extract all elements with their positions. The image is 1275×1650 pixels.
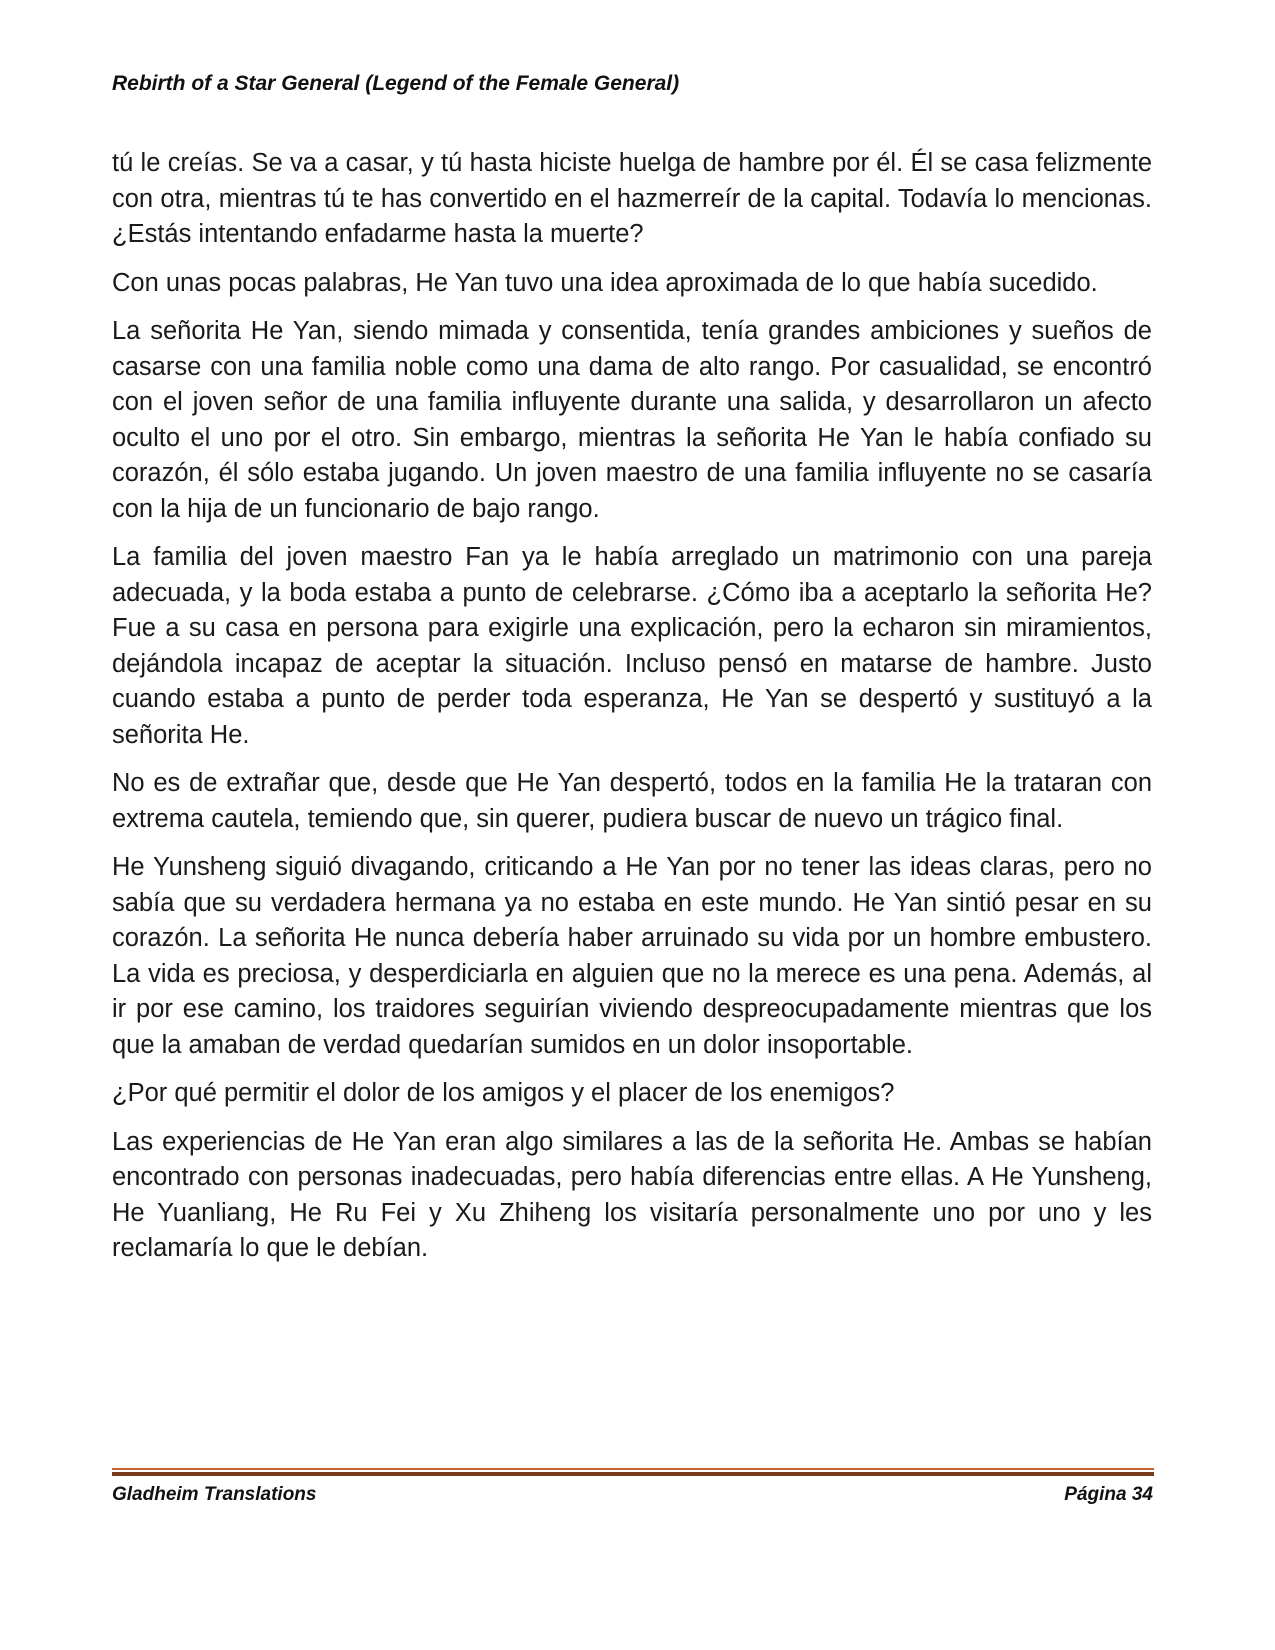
paragraph-5: No es de extrañar que, desde que He Yan despertó, todos en la familia He la trataran con extrema cautela, temiendo que, sin querer, pudiera buscar de nuevo un trágico final. bbox=[112, 769, 1152, 833]
footer-rule-thick bbox=[112, 1472, 1154, 1476]
page-header-title: Rebirth of a Star General (Legend of the Female General) bbox=[112, 72, 680, 95]
paragraph-2: Con unas pocas palabras, He Yan tuvo una idea aproximada de lo que había sucedido. bbox=[112, 268, 1098, 297]
paragraph-1: tú le creías. Se va a casar, y tú hasta hiciste huelga de hambre por él. Él se casa felizmente con otra, mientras tú te has convertido en el hazmerreír de la capital. Todavía lo mencionas. ¿Estás intentando enfadarme hasta la muerte? bbox=[112, 149, 1152, 248]
paragraph-8: Las experiencias de He Yan eran algo similares a las de la señorita He. Ambas se habían encontrado con personas inadecuadas, pero había diferencias entre ellas. A He Yunsheng, He Yuanliang, He Ru Fei y Xu Zhiheng los visitaría personalmente uno por uno y les reclamaría lo que le debían. bbox=[112, 1127, 1152, 1262]
body-text bbox=[112, 146, 1152, 1280]
paragraph-6: He Yunsheng siguió divagando, criticando a He Yan por no tener las ideas claras, pero no sabía que su verdadera hermana ya no estaba en este mundo. He Yan sintió pesar en su corazón. La señorita He nunca debería haber arruinado su vida por un hombre embustero. La vida es preciosa, y desperdiciarla en alguien que no la merece es una pena. Además, al ir por ese camino, los traidores seguirían viviendo despreocupadamente mientras que los que la amaban de verdad quedarían sumidos en un dolor insoportable. bbox=[112, 853, 1152, 1059]
footer-publisher: Gladheim Translations bbox=[112, 1484, 317, 1505]
paragraph-4: La familia del joven maestro Fan ya le había arreglado un matrimonio con una pareja adecuada, y la boda estaba a punto de celebrarse. ¿Cómo iba a aceptarlo la señorita He? Fue a su casa en persona para exigirle una explicación, pero la echaron sin miramientos, dejándola incapaz de aceptar la situación. Incluso pensó en matarse de hambre. Justo cuando estaba a punto de perder toda esperanza, He Yan se despertó y sustituyó a la señorita He. bbox=[112, 543, 1152, 749]
footer-rule-thin bbox=[112, 1468, 1154, 1470]
paragraph-7: ¿Por qué permitir el dolor de los amigos y el placer de los enemigos? bbox=[112, 1079, 895, 1107]
paragraph-3: La señorita He Yan, siendo mimada y consentida, tenía grandes ambiciones y sueños de casarse con una familia noble como una dama de alto rango. Por casualidad, se encontró con el joven señor de una familia influyente durante una salida, y desarrollaron un afecto oculto el uno por el otro. Sin embargo, mientras la señorita He Yan le había confiado su corazón, él sólo estaba jugando. Un joven maestro de una familia influyente no se casaría con la hija de un funcionario de bajo rango. bbox=[112, 317, 1152, 523]
footer-divider bbox=[112, 1468, 1154, 1476]
footer-page-number: Página 34 bbox=[1064, 1484, 1153, 1505]
